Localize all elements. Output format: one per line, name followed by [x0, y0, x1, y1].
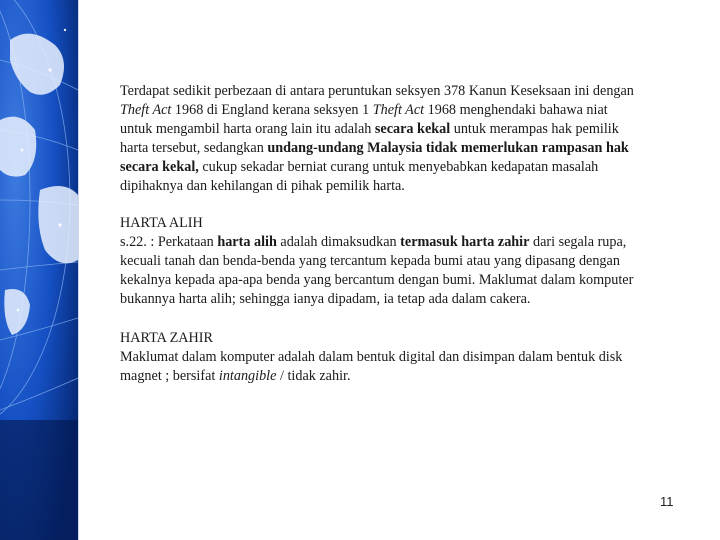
paragraph-comparison: [120, 82, 640, 196]
bold-term: harta alih: [217, 234, 277, 250]
band-divider: [78, 0, 79, 540]
italic-term: Theft Act: [120, 102, 172, 118]
text-run: cukup sekadar berniat curang untuk menyebabkan kedapatan masalah dipihaknya dan kehilangan di pihak pemilik harta.: [120, 159, 599, 194]
text-run: s.22. : Perkataan: [120, 234, 218, 250]
globe-icon: [0, 0, 78, 540]
text-run: Maklumat dalam komputer adalah dalam bentuk digital dan disimpan dalam bentuk disk magnet ; bersifat: [120, 349, 623, 384]
bold-term: secara kekal: [374, 121, 451, 137]
bold-term: termasuk harta zahir: [400, 234, 530, 250]
heading-harta-alih: HARTA ALIH: [120, 215, 203, 231]
paragraph-harta-alih: [120, 233, 640, 309]
page-number: 11: [660, 494, 674, 509]
heading-harta-zahir: HARTA ZAHIR: [120, 330, 213, 346]
text-run: untuk merampas hak pemilik harta tersebut, sedangkan: [120, 121, 619, 156]
slide-body: [120, 82, 640, 386]
text-run: / tidak zahir.: [276, 368, 351, 384]
italic-term: Theft Act: [372, 102, 425, 118]
bold-term: undang-undang Malaysia tidak memerlukan rampasan hak secara kekal,: [120, 140, 629, 175]
text-run: 1968 menghendaki bahawa niat untuk mengambil harta orang lain itu adalah: [120, 102, 608, 137]
text-run: Terdapat sedikit perbezaan di antara peruntukan seksyen 378 Kanun Keseksaan ini dengan: [120, 83, 634, 99]
text-run: 1968 di England kerana seksyen 1: [171, 102, 373, 118]
paragraph-harta-zahir: [120, 348, 640, 386]
italic-term: intangible: [218, 368, 277, 384]
text-run: dari segala rupa, kecuali tanah dan benda-benda yang tercantum kepada bumi atau yang dipasang dengan kekalnya kepada apa-apa benda yang bercantum dengan bumi. Maklumat dalam komputer bukannya harta alih; sehingga ianya dipadam, ia tetap ada dalam cakera.: [120, 234, 634, 307]
text-run: adalah dimaksudkan: [276, 234, 401, 250]
globe-decoration: [0, 0, 78, 540]
